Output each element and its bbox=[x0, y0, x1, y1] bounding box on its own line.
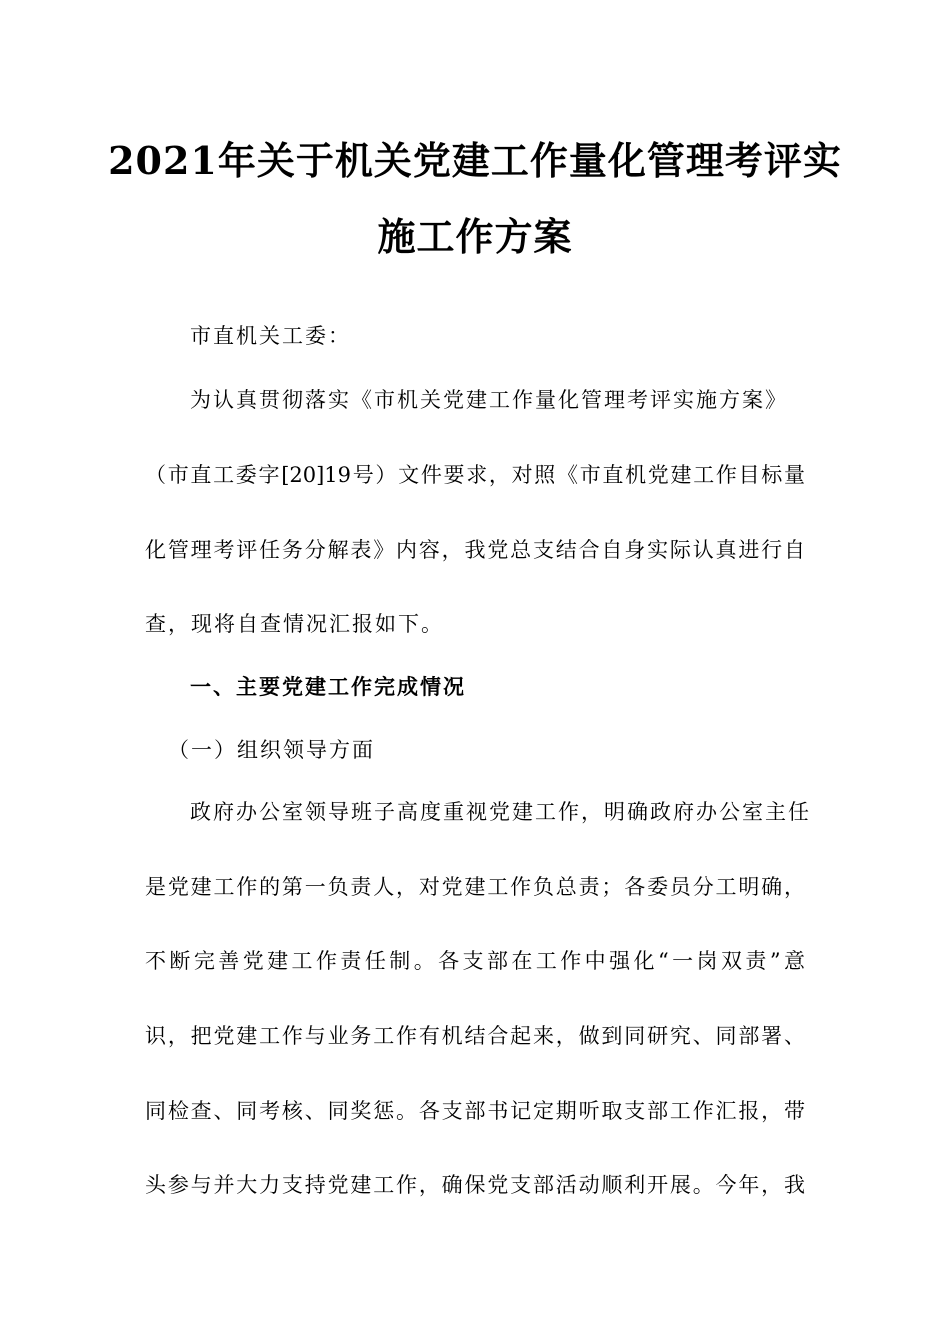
paragraph2-line-6: 头参与并大力支持党建工作，确保党支部活动顺利开展。今年，我 bbox=[145, 1173, 805, 1197]
paragraph1-line-4: 查，现将自查情况汇报如下。 bbox=[145, 612, 444, 636]
subsection-heading: （一）组织领导方面 bbox=[168, 738, 375, 762]
paragraph2-line-5: 同检查、同考核、同奖惩。各支部书记定期听取支部工作汇报，带 bbox=[145, 1099, 805, 1123]
document-title-line-1: 2021年关于机关党建工作量化管理考评实 bbox=[108, 138, 842, 183]
paragraph1-line-2: （市直工委字[20]19号）文件要求，对照《市直机党建工作目标量 bbox=[145, 463, 805, 487]
section-heading: 一、主要党建工作完成情况 bbox=[190, 674, 466, 699]
paragraph2-line-1: 政府办公室领导班子高度重视党建工作，明确政府办公室主任 bbox=[190, 800, 811, 824]
paragraph2-line-2: 是党建工作的第一负责人，对党建工作负总责；各委员分工明确， bbox=[145, 875, 805, 899]
paragraph2-line-3: 不断完善党建工作责任制。各支部在工作中强化“一岗双责”意 bbox=[145, 949, 805, 973]
paragraph2-line-4: 识，把党建工作与业务工作有机结合起来，做到同研究、同部署、 bbox=[145, 1024, 805, 1048]
document-title-line-2: 施工作方案 bbox=[377, 214, 573, 259]
paragraph1-line-1: 为认真贯彻落实《市机关党建工作量化管理考评实施方案》 bbox=[190, 388, 788, 412]
salutation: 市直机关工委： bbox=[190, 324, 351, 348]
paragraph1-line-3: 化管理考评任务分解表》内容，我党总支结合自身实际认真进行自 bbox=[145, 538, 805, 562]
